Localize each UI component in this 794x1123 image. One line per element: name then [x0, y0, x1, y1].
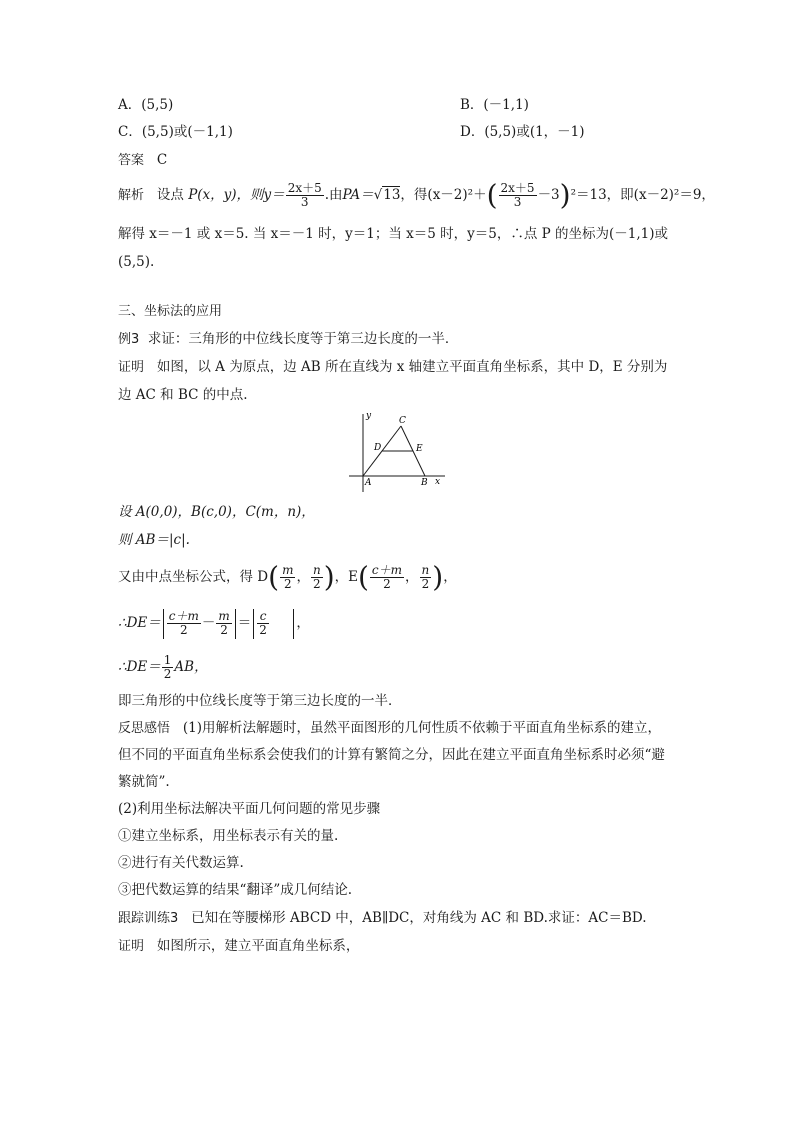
- fraction: [499, 182, 537, 209]
- analysis-text: P(x，y)，则: [188, 187, 264, 203]
- fraction: [286, 182, 324, 209]
- step-text: ∴DE＝: [118, 615, 161, 631]
- step-6: 即三角形的中位线长度等于第三边长度的一半．: [118, 693, 402, 709]
- practice-proof-label: 证明: [118, 939, 145, 954]
- answer-line: [118, 151, 167, 170]
- analysis-line-2: 解得 x＝－1 或 x＝5. 当 x＝－1 时，y＝1；当 x＝5 时，y＝5，∴点 P 的坐标为(－1,1)或: [118, 226, 669, 242]
- analysis-line-1: 解析 设点 P(x，y)，则y＝ $\frac{2x+5}{3}$ .由PA＝√13，得(x－2)²＋( $\frac{2x+5}{3}$ －3)²＝13，即(x－2)²＝9，: [118, 178, 715, 212]
- option-d: D．(5,5)或(1，－1): [460, 124, 585, 140]
- step-4: [118, 606, 310, 640]
- practice-text: 已知在等腰梯形 ABCD 中，AB∥DC，对角线为 AC 和 BD.求证：AC＝BD.: [191, 910, 647, 926]
- analysis-text: .由: [324, 187, 343, 203]
- answer-label: 答案: [118, 153, 145, 168]
- reflection-line-1: [118, 719, 661, 738]
- step-5: [118, 650, 208, 684]
- step-text: ，: [296, 615, 310, 631]
- fraction-denominator: 2: [220, 623, 228, 637]
- fraction-numerator: m: [218, 609, 230, 623]
- fraction: [420, 564, 432, 591]
- fraction-numerator: 2x＋5: [500, 181, 535, 195]
- fraction-denominator: 2: [421, 577, 430, 591]
- fraction-denominator: 3: [300, 195, 309, 209]
- step-text: －: [201, 615, 216, 631]
- fraction: [216, 610, 231, 637]
- fraction-numerator: c＋m: [371, 563, 403, 577]
- practice-proof-line: [118, 937, 359, 956]
- fraction-denominator: 2: [180, 623, 188, 637]
- fraction-denominator: 2: [313, 577, 321, 591]
- fraction-numerator: c＋m: [168, 609, 199, 623]
- fraction-numerator: n: [312, 563, 321, 577]
- practice-proof-text: 如图所示，建立平面直角坐标系，: [156, 938, 360, 954]
- step-2: [118, 531, 190, 549]
- fraction: [370, 564, 404, 591]
- sqrt-value: 13: [383, 187, 401, 203]
- analysis-text: ²＝13，即(x－2)²＝9，: [570, 187, 715, 203]
- reflection-step-1: ①建立坐标系，用坐标表示有关的量.: [118, 828, 339, 844]
- fraction-numerator: c: [257, 610, 269, 624]
- analysis-label: 解析: [118, 188, 145, 203]
- fraction-numerator: m: [282, 563, 294, 577]
- step-1: [118, 503, 315, 521]
- fraction: [167, 610, 201, 637]
- step-text: ＝: [237, 615, 252, 631]
- fraction-denominator: 2: [283, 577, 292, 591]
- fraction-denominator: 3: [513, 195, 522, 209]
- analysis-text: PA＝: [342, 187, 374, 203]
- answer-value: C: [156, 152, 168, 168]
- fraction: [280, 564, 295, 591]
- step-text: 又由中点坐标公式，得 D: [118, 569, 269, 585]
- proof-line-2: 边 AC 和 BC 的中点.: [118, 387, 248, 403]
- option-c: C．(5,5)或(－1,1) D．(5,5)或(1，－1): [118, 124, 585, 140]
- a-label: A: [365, 478, 372, 488]
- example-line: [118, 330, 458, 349]
- c-label: C: [399, 416, 406, 426]
- practice-line: [118, 909, 647, 928]
- fraction-denominator: 2: [259, 623, 267, 637]
- step-3: 又由中点坐标公式，得 D( $\frac{m}{2}$ ， $\frac{n}{2}$ )，E( $\frac{c+m}{2}$ ， $\frac{n}{2}$ )，: [118, 560, 457, 594]
- fraction: [257, 610, 269, 637]
- fraction: [311, 564, 323, 591]
- step-text: ∴DE＝: [118, 659, 161, 675]
- step-text: AB，: [174, 659, 208, 675]
- b-label: B: [421, 478, 428, 488]
- reflection-text: (1)用解析法解题时，虽然平面图形的几何性质不依赖于平面直角坐标系的建立，: [182, 720, 662, 736]
- reflection-step-2: ②进行有关代数运算.: [118, 855, 244, 871]
- x-label: x: [435, 477, 441, 487]
- analysis-text: 设点: [156, 187, 184, 203]
- fraction: [162, 654, 174, 681]
- analysis-line-3: (5,5).: [118, 254, 155, 270]
- y-label: y: [366, 411, 372, 421]
- fraction-numerator: n: [421, 563, 430, 577]
- fraction-numerator: 2x＋5: [287, 181, 322, 195]
- option-b: B．(－1,1): [460, 97, 529, 113]
- option-a: A．(5,5) B．(－1,1): [118, 97, 529, 113]
- analysis-text: y＝: [263, 187, 285, 203]
- reflection-step-3: ③把代数运算的结果“翻译”成几何结论.: [118, 882, 353, 898]
- example-label: 例3: [118, 332, 140, 347]
- reflection-line-3: 繁就简”.: [118, 774, 170, 790]
- analysis-text: －3: [537, 187, 560, 203]
- fraction-denominator: 2: [383, 577, 391, 591]
- example-text: 求证：三角形的中位线长度等于第三边长度的一半．: [147, 331, 459, 347]
- fraction-denominator: 2: [163, 667, 172, 681]
- step-text: 则 AB＝|c|.: [118, 532, 190, 548]
- d-label: D: [374, 443, 382, 453]
- reflection-label: 反思感悟: [118, 721, 171, 736]
- section-title: 三、坐标法的应用: [118, 304, 223, 319]
- step-text: ，E: [334, 569, 358, 585]
- e-label: E: [416, 444, 423, 454]
- reflection-line-4: (2)利用坐标法解决平面几何问题的常见步骤: [118, 801, 381, 817]
- proof-text: 如图，以 A 为原点，边 AB 所在直线为 x 轴建立平面直角坐标系，其中 D，E 分别为: [156, 359, 668, 375]
- proof-label: 证明: [118, 360, 145, 375]
- practice-label: 跟踪训练3: [118, 911, 179, 926]
- step-text: 设 A(0,0)，B(c,0)，C(m，n)，: [118, 504, 315, 520]
- reflection-line-2: 但不同的平面直角坐标系会使我们的计算有繁简之分，因此在建立平面直角坐标系时必须“避: [118, 747, 665, 763]
- fraction-numerator: 1: [163, 653, 172, 667]
- proof-line-1: [118, 358, 667, 377]
- analysis-text: ，得(x－2)²＋: [400, 187, 487, 203]
- coordinate-figure: [345, 408, 450, 496]
